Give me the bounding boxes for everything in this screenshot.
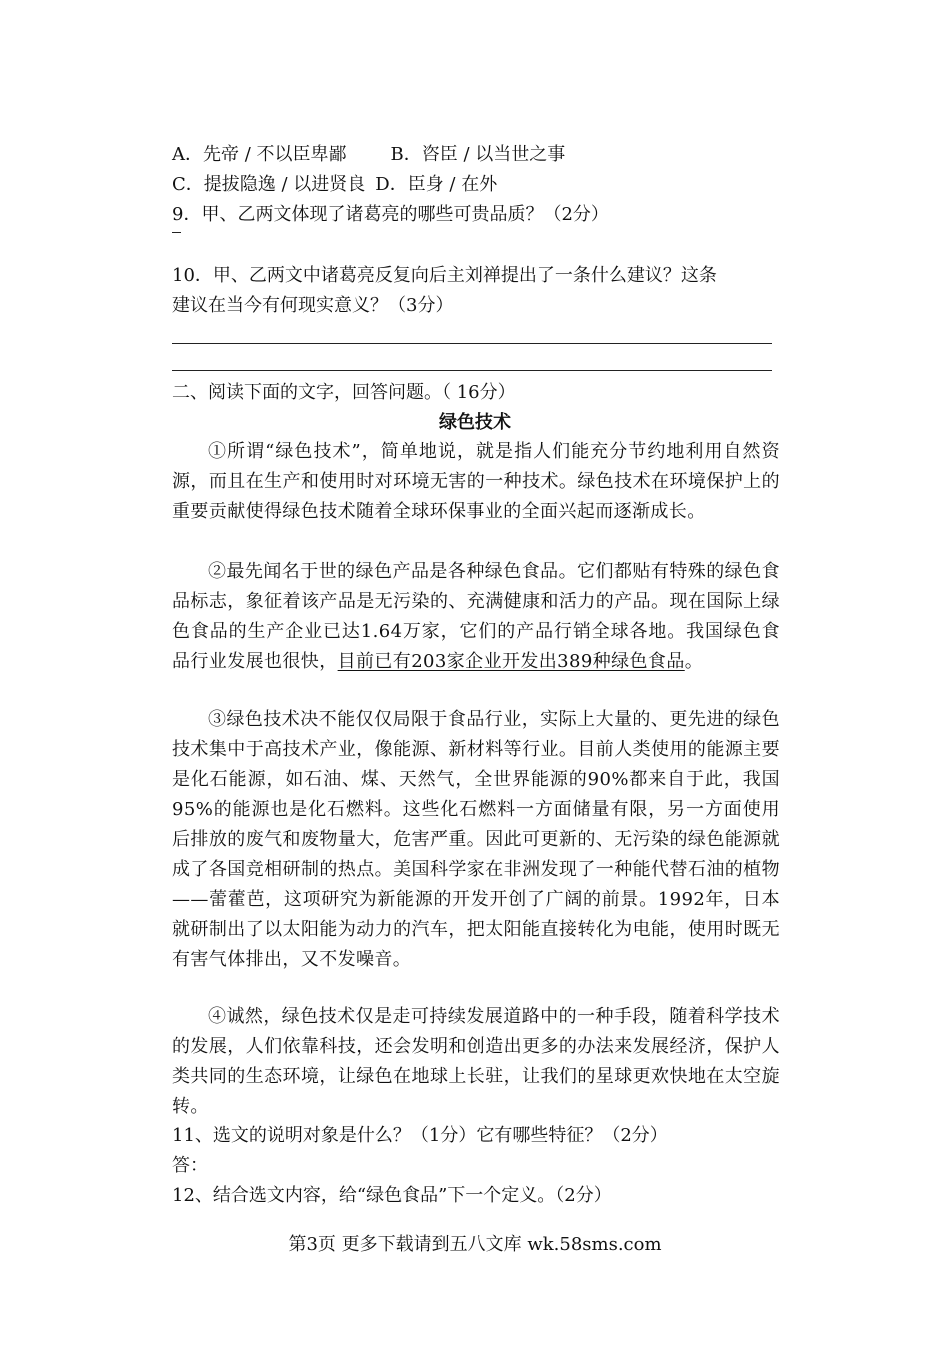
article-paragraph-1: ①所谓“绿色技术”，简单地说，就是指人们能充分节约地利用自然资源，而且在生产和使用时对环境无害的一种技术。绿色技术在环境保护上的重要贡献使得绿色技术随着全球环保事业的全面兴起而逐渐成长。 [172, 441, 780, 522]
answer-line-2 [172, 370, 772, 371]
question-8-options-row-2 [172, 173, 497, 197]
question-12: 12、结合选文内容，给“绿色食品”下一个定义。（2分） [172, 1185, 612, 1206]
question-8-options-row-1 [172, 143, 565, 167]
option-d: D．臣身 / 在外 [375, 174, 498, 195]
paragraph-2-end: 。 [684, 651, 704, 672]
option-c: C．提拔隐逸 / 以进贤良 [172, 174, 366, 195]
option-b: B．咨臣 / 以当世之事 [390, 144, 566, 165]
section-2-heading: 二、阅读下面的文字，回答问题。（ 16分） [172, 382, 516, 403]
question-9: 9．甲、乙两文体现了诸葛亮的哪些可贵品质？（2分） [172, 204, 609, 225]
underlined-sentence: 目前已有203家企业开发出389种绿色食品 [337, 651, 685, 672]
page-footer: 第3页 更多下载请到五八文库 wk.58sms.com [288, 1234, 662, 1255]
answer-line-1 [172, 343, 772, 344]
question-11: 11、选文的说明对象是什么？（1分）它有哪些特征？（2分） [172, 1125, 668, 1146]
option-a: A．先帝 / 不以臣卑鄙 [172, 144, 347, 165]
answer-blank-mark [172, 232, 181, 233]
question-10-line-1: 10．甲、乙两文中诸葛亮反复向后主刘禅提出了一条什么建议？这条 [172, 265, 717, 286]
article-paragraph-2 [172, 557, 780, 677]
article-paragraph-4: ④诚然，绿色技术仅是走可持续发展道路中的一种手段，随着科学技术的发展，人们依靠科技，还会发明和创造出更多的办法来发展经济，保护人类共同的生态环境，让绿色在地球上长驻，让我们的星球更欢快地在太空旋转。 [172, 1006, 780, 1117]
article-title: 绿色技术 [439, 412, 511, 433]
article-paragraph-3: ③绿色技术决不能仅仅局限于食品行业，实际上大量的、更先进的绿色技术集中于高技术产业，像能源、新材料等行业。目前人类使用的能源主要是化石能源，如石油、煤、天然气，全世界能源的90%都来自于此，我国95%的能源也是化石燃料。这些化石燃料一方面储量有限，另一方面使用后排放的废气和废物量大，危害严重。因此可更新的、无污染的绿色能源就成了各国竞相研制的热点。美国科学家在非洲发现了一种能代替石油的植物——蕾藿芭，这项研究为新能源的开发开创了广阔的前景。1992年，日本就研制出了以太阳能为动力的汽车，把太阳能直接转化为电能，使用时既无有害气体排出，又不发噪音。 [172, 709, 780, 970]
answer-label: 答： [172, 1155, 208, 1176]
paragraph-2-text: ②最先闻名于世的绿色产品是各种绿色食品。它们都贴有特殊的绿色食品标志，象征着该产品是无污染的、充满健康和活力的产品。现在国际上绿色食品的生产企业已达1.64万家，它们的产品行销全球各地。我国绿色食品行业发展也很快， [172, 561, 780, 672]
question-10-line-2: 建议在当今有何现实意义？（3分） [172, 295, 454, 316]
